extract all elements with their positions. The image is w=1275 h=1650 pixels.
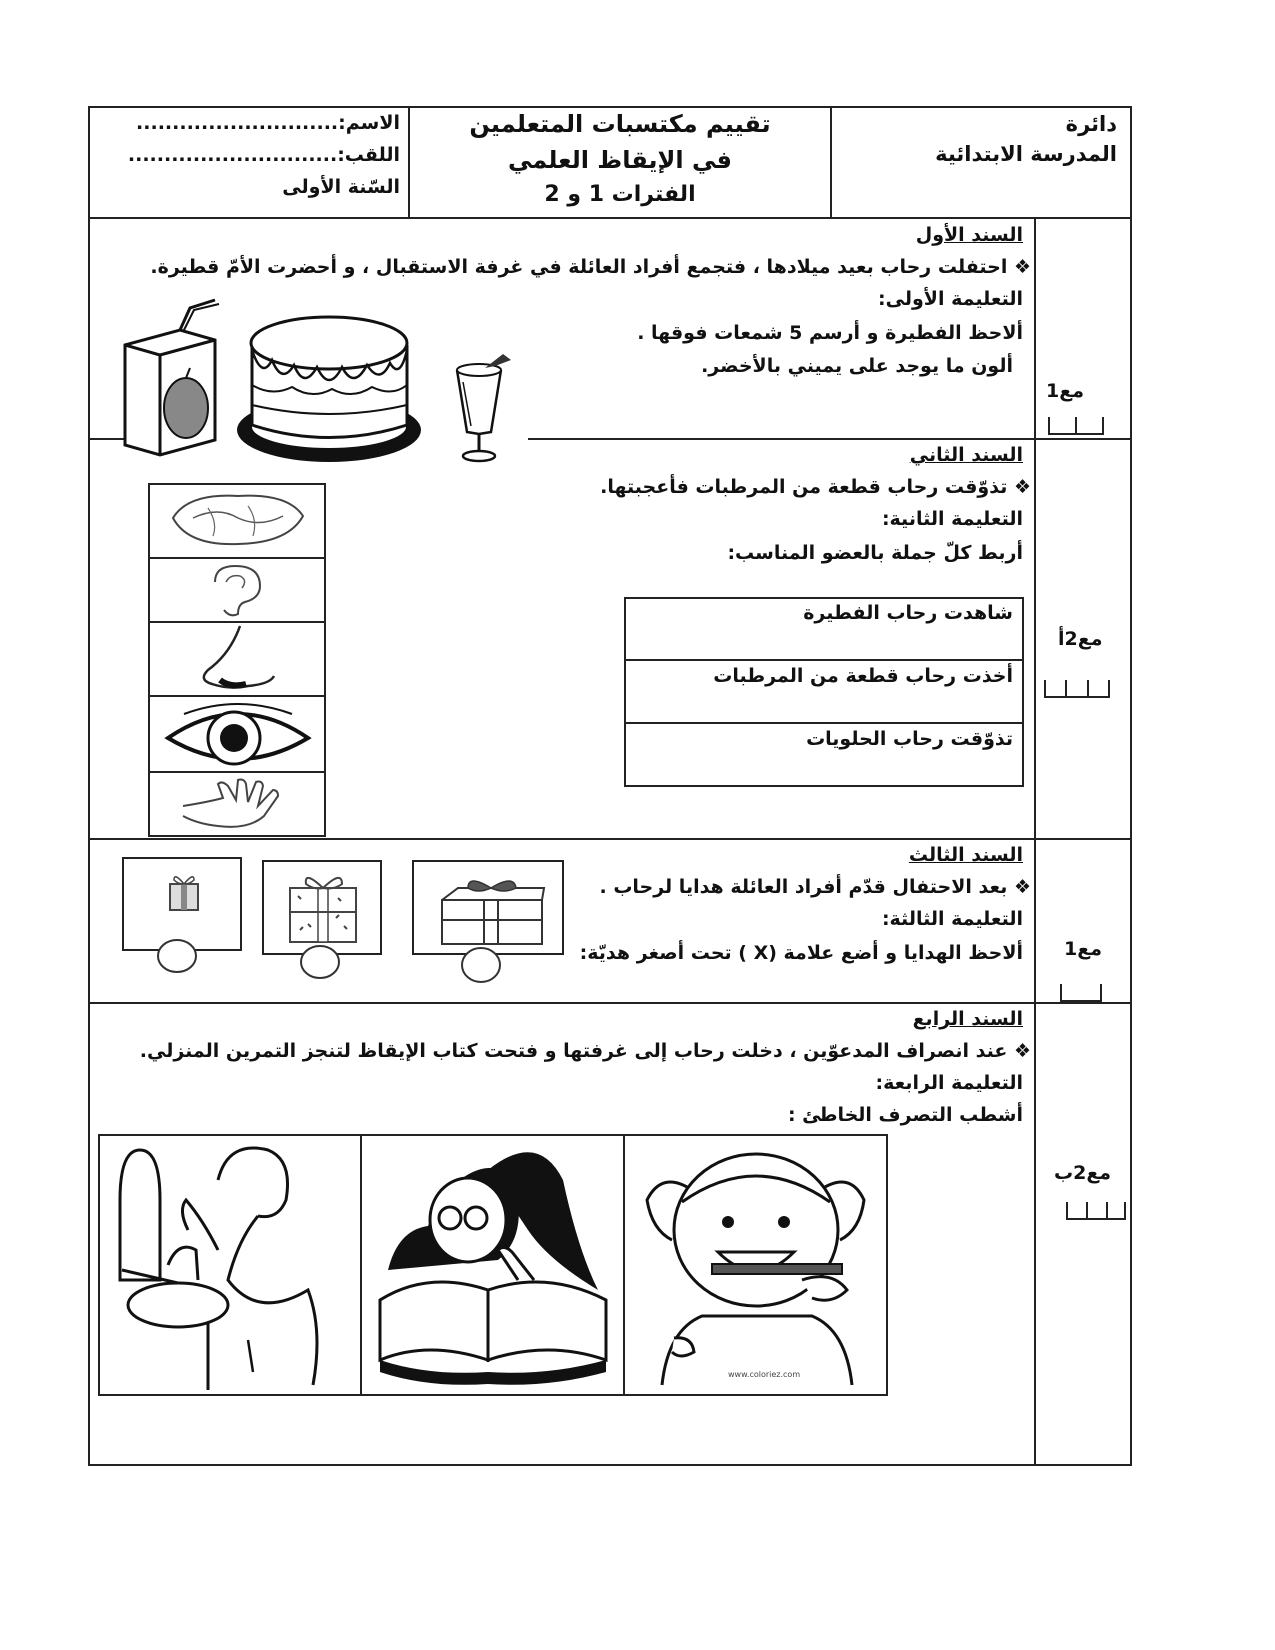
section-1-criterion: مع1 bbox=[1046, 380, 1084, 402]
section-1-line-2: ألون ما يوجد على يميني بالأخضر. bbox=[701, 355, 1013, 377]
answer-circle-medium[interactable] bbox=[299, 944, 341, 980]
header-title: تقييم مكتسبات المتعلمين bbox=[469, 110, 771, 138]
section-3-context: ❖ بعد الاحتفال قدّم أفراد العائلة هدايا لرحاب . bbox=[599, 876, 1031, 898]
section-4-criterion: مع2ب bbox=[1054, 1162, 1112, 1184]
section-1-line-1: ألاحظ الفطيرة و أرسم 5 شمعات فوقها . bbox=[637, 322, 1023, 344]
juice-box-illustration bbox=[120, 300, 225, 460]
section-1-title: السند الأول bbox=[915, 224, 1023, 246]
section-4-title: السند الرابع bbox=[912, 1008, 1023, 1030]
section-2-title: السند الثاني bbox=[909, 444, 1023, 466]
section-2-instruction: التعليمة الثانية: bbox=[881, 508, 1023, 530]
answer-circle-large[interactable] bbox=[460, 946, 502, 984]
medium-gift-icon bbox=[284, 866, 364, 946]
large-gift-icon bbox=[438, 880, 548, 948]
small-gift-icon bbox=[164, 872, 204, 912]
section-3-criterion: مع1 bbox=[1064, 938, 1102, 960]
section-1-score-box[interactable] bbox=[1048, 415, 1104, 435]
tongue-icon[interactable] bbox=[168, 488, 308, 553]
sentence-table bbox=[624, 597, 1024, 787]
hand-icon[interactable] bbox=[178, 776, 298, 832]
section-1-instruction: التعليمة الأولى: bbox=[878, 288, 1023, 310]
answer-circle-small[interactable] bbox=[156, 938, 198, 974]
sentence-1[interactable]: شاهدت رحاب الفطيرة bbox=[803, 602, 1013, 624]
image-caption: www.coloriez.com bbox=[728, 1370, 801, 1379]
header-periods: الفترات 1 و 2 bbox=[544, 182, 696, 207]
section-4-instruction: التعليمة الرابعة: bbox=[875, 1072, 1023, 1094]
ear-icon[interactable] bbox=[200, 562, 270, 618]
sentence-3[interactable]: تذوّقت رحاب الحلويات bbox=[806, 728, 1013, 750]
section-4-line-1: أشطب التصرف الخاطئ : bbox=[787, 1104, 1023, 1126]
brushing-teeth-illustration[interactable] bbox=[632, 1140, 880, 1390]
section-3-instruction: التعليمة الثالثة: bbox=[881, 908, 1023, 930]
section-3-title: السند الثالث bbox=[908, 844, 1023, 866]
eye-icon[interactable] bbox=[164, 700, 312, 768]
section-1-context: ❖ احتفلت رحاب بعيد ميلادها ، فتجمع أفراد العائلة في غرفة الاستقبال ، و أحضرت الأمّ قطيرة. bbox=[150, 256, 1031, 278]
section-4-context: ❖ عند انصراف المدعوّين ، دخلت رحاب إلى غرفتها و فتحت كتاب الإيقاظ لتنجز التمرين المنزلي. bbox=[139, 1040, 1031, 1062]
section-2-line-1: أربط كلّ جملة بالعضو المناسب: bbox=[727, 542, 1023, 564]
name-field[interactable]: الاسم:............................ bbox=[136, 112, 400, 134]
section-3-score-box[interactable] bbox=[1060, 982, 1102, 1002]
section-3-line-1: ألاحظ الهدايا و أضع علامة (X ) تحت أصغر هديّة: bbox=[579, 942, 1023, 964]
section-2-score-box[interactable] bbox=[1044, 678, 1110, 698]
surname-field[interactable]: اللقب:............................. bbox=[127, 144, 400, 166]
drink-glass-illustration bbox=[445, 352, 515, 467]
cake-illustration bbox=[232, 305, 427, 470]
header-school: المدرسة الابتدائية bbox=[935, 142, 1117, 166]
grade-label: السّنة الأولى bbox=[282, 176, 400, 198]
section-2-context: ❖ تذوّقت رحاب قطعة من المرطبات فأعجبتها. bbox=[600, 476, 1031, 498]
washing-hands-illustration[interactable] bbox=[108, 1140, 353, 1390]
section-4-score-box[interactable] bbox=[1066, 1200, 1126, 1220]
reading-man-illustration[interactable] bbox=[368, 1140, 618, 1390]
header-subject: في الإيقاظ العلمي bbox=[508, 146, 732, 174]
section-2-criterion: مع2أ bbox=[1058, 628, 1103, 650]
sentence-2[interactable]: أخذت رحاب قطعة من المرطبات bbox=[713, 665, 1013, 687]
header-district: دائرة bbox=[1065, 112, 1117, 136]
nose-icon[interactable] bbox=[190, 624, 285, 692]
